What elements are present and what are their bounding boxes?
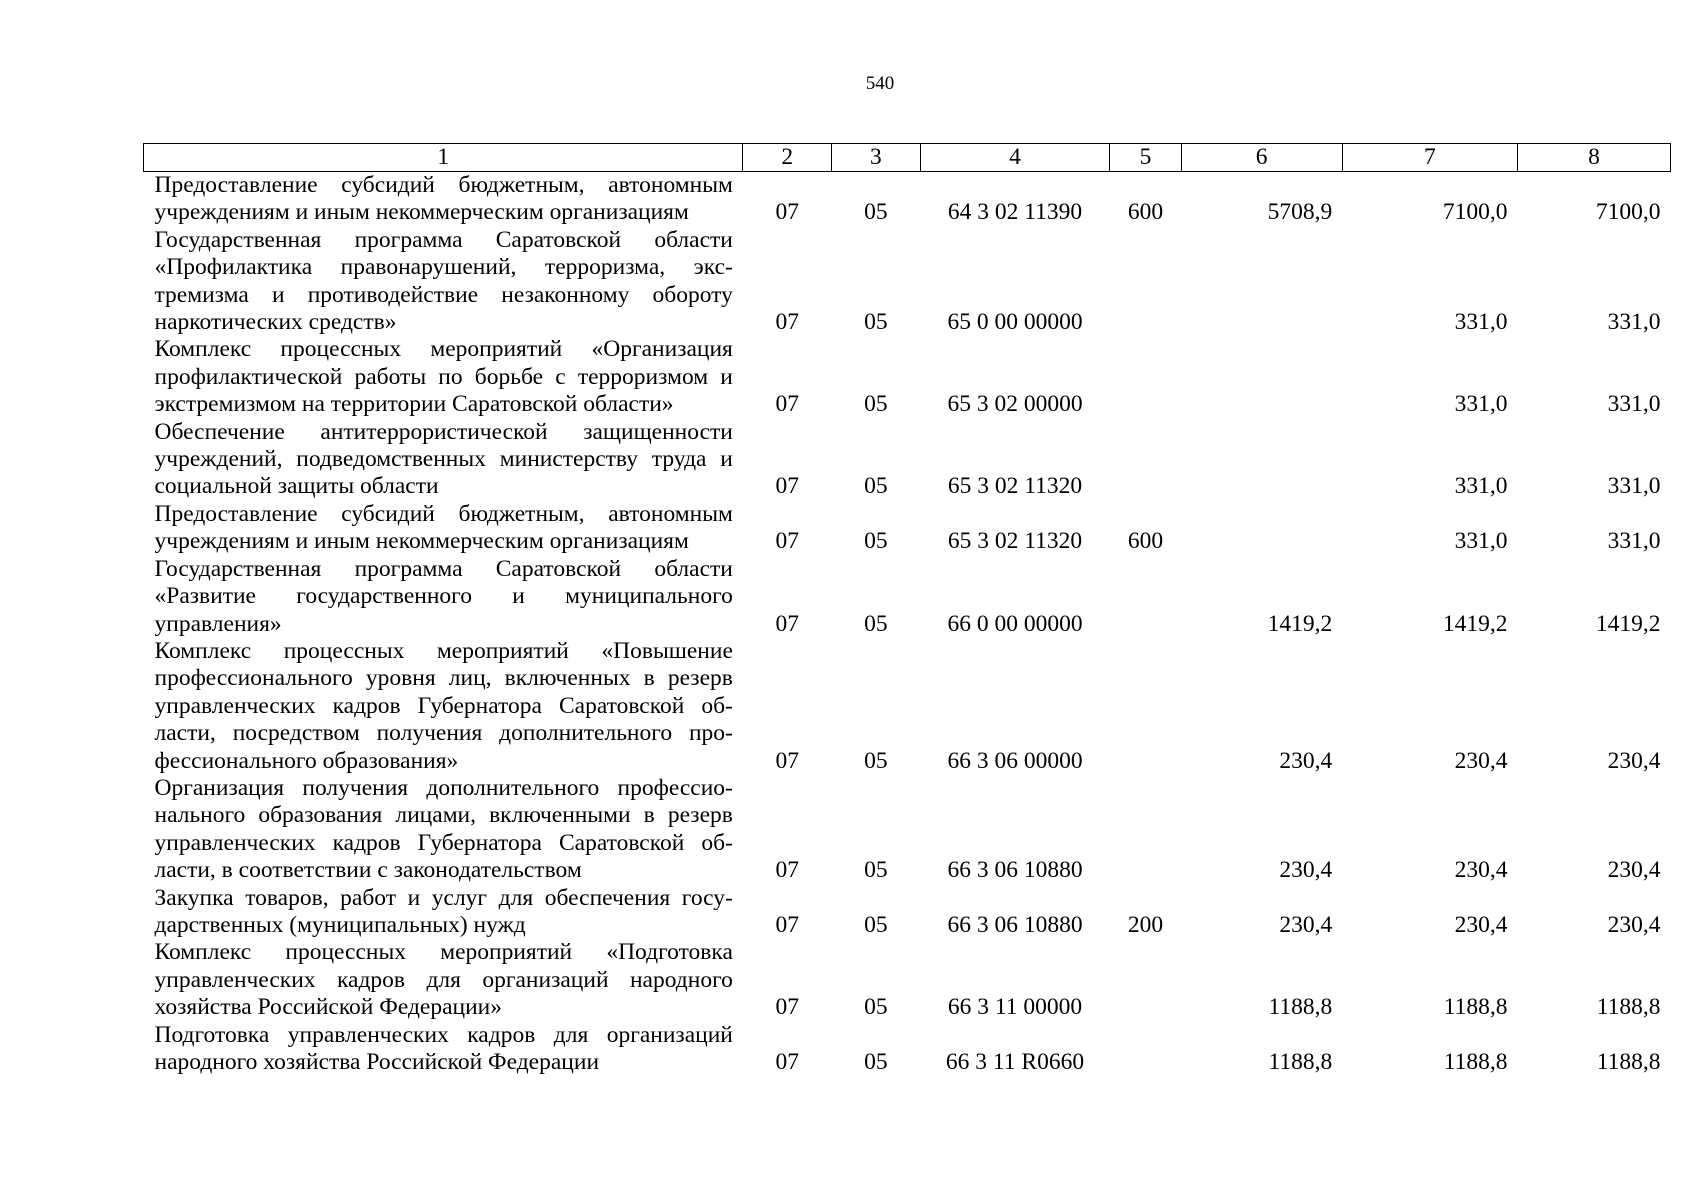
table-row [144, 775, 1671, 885]
row-amount-8: 1188,8 [1596, 1049, 1661, 1075]
table-body [144, 172, 1671, 1077]
row-subsection: 05 [864, 199, 888, 226]
row-target-article: 66 0 00 00000 [947, 610, 1083, 637]
header-col-6: 6 [1181, 144, 1342, 172]
row-name: Предоставление субсидий бюджетным, автономным учреждениям и иным некоммерческим организациям [154, 172, 733, 226]
row-expense-type [1110, 556, 1181, 638]
page-number: 540 [865, 73, 895, 94]
row-amount-8: 331,0 [1607, 528, 1661, 555]
row-section: 07 [775, 1049, 799, 1075]
row-amount-7: 230,4 [1454, 857, 1508, 884]
header-col-5: 5 [1110, 144, 1181, 172]
header-col-3: 3 [832, 144, 921, 172]
row-name: Комплекс процессных мероприятий «Организация профилактической работы по борьбе с терроризмом и экстремизмом на территории Саратовской области» [154, 336, 733, 418]
budget-table [143, 143, 1671, 1076]
row-amount-8: 7100,0 [1595, 199, 1661, 226]
row-expense-type [1110, 775, 1181, 885]
row-amount-8: 331,0 [1607, 309, 1661, 336]
row-section: 07 [775, 994, 799, 1021]
row-amount-6 [1181, 336, 1342, 418]
row-amount-8: 230,4 [1607, 747, 1661, 774]
row-amount-7: 230,4 [1454, 747, 1508, 774]
row-expense-type [1110, 419, 1181, 501]
row-name: Подготовка управленческих кадров для организаций народного хозяйства Российской Федерации [154, 1021, 733, 1075]
row-amount-6: 5708,9 [1267, 199, 1333, 226]
row-section: 07 [775, 747, 799, 774]
row-subsection: 05 [864, 610, 888, 637]
header-col-1: 1 [144, 144, 743, 172]
row-subsection: 05 [864, 857, 888, 884]
row-target-article: 66 3 11 00000 [947, 994, 1083, 1021]
table-row [144, 939, 1671, 1021]
row-amount-8: 331,0 [1607, 473, 1661, 500]
table-row [144, 885, 1671, 940]
row-target-article: 65 0 00 00000 [947, 309, 1083, 336]
row-amount-8: 1188,8 [1596, 994, 1661, 1021]
row-amount-8: 230,4 [1607, 911, 1661, 938]
row-amount-6: 1188,8 [1268, 1049, 1333, 1075]
row-amount-7: 1188,8 [1443, 1049, 1508, 1075]
row-amount-6: 230,4 [1279, 747, 1333, 774]
row-amount-7: 1419,2 [1442, 610, 1508, 637]
row-target-article: 65 3 02 00000 [947, 391, 1083, 418]
row-name: Предоставление субсидий бюджетным, автономным учреждениям и иным некоммерческим организациям [154, 500, 733, 555]
row-expense-type [1110, 1022, 1181, 1077]
table-row [144, 419, 1671, 501]
row-subsection: 05 [864, 309, 888, 336]
row-subsection: 05 [864, 1049, 888, 1075]
row-expense-type: 600 [1127, 528, 1164, 555]
row-target-article: 66 3 06 10880 [947, 857, 1083, 884]
row-amount-7: 7100,0 [1442, 199, 1508, 226]
row-target-article: 66 3 11 R0660 [945, 1049, 1085, 1075]
header-col-2: 2 [743, 144, 832, 172]
row-amount-7: 1188,8 [1443, 994, 1508, 1021]
row-expense-type [1110, 638, 1181, 775]
table-row [144, 638, 1671, 775]
row-amount-6 [1181, 501, 1342, 556]
row-section: 07 [775, 199, 799, 226]
row-amount-6: 1188,8 [1268, 994, 1333, 1021]
row-subsection: 05 [864, 473, 888, 500]
row-subsection: 05 [864, 391, 888, 418]
row-target-article: 65 3 02 11320 [947, 473, 1083, 500]
row-section: 07 [775, 309, 799, 336]
row-amount-7: 331,0 [1454, 528, 1508, 555]
header-col-8: 8 [1518, 144, 1671, 172]
row-amount-7: 331,0 [1454, 391, 1508, 418]
row-section: 07 [775, 473, 799, 500]
row-amount-8: 230,4 [1607, 857, 1661, 884]
row-expense-type [1110, 336, 1181, 418]
row-target-article: 64 3 02 11390 [947, 199, 1083, 226]
row-target-article: 65 3 02 11320 [947, 528, 1083, 555]
table-row [144, 556, 1671, 638]
table-row [144, 1022, 1671, 1077]
row-name: Комплекс процессных мероприятий «Подготовка управленческих кадров для организаций народного хозяйства Российской Федерации» [154, 939, 733, 1021]
row-amount-6 [1181, 419, 1342, 501]
row-name: Государственная программа Саратовской области «Профилактика правонарушений, терроризма, экстремизма и противодействие незаконному обороту наркотических средств» [154, 226, 733, 336]
row-name: Государственная программа Саратовской области «Развитие государственного и муниципального управления» [154, 555, 733, 637]
row-section: 07 [775, 528, 799, 555]
row-subsection: 05 [864, 911, 888, 938]
row-expense-type [1110, 939, 1181, 1021]
row-name: Обеспечение антитеррористической защищенности учреждений, подведомственных министерству труда и социальной защиты области [154, 418, 733, 500]
row-amount-7: 230,4 [1454, 911, 1508, 938]
row-subsection: 05 [864, 747, 888, 774]
header-col-7: 7 [1342, 144, 1517, 172]
row-amount-6: 1419,2 [1267, 610, 1333, 637]
row-subsection: 05 [864, 528, 888, 555]
table-row [144, 172, 1671, 227]
row-subsection: 05 [864, 994, 888, 1021]
table-row [144, 227, 1671, 337]
row-amount-8: 331,0 [1607, 391, 1661, 418]
table-row [144, 336, 1671, 418]
row-section: 07 [775, 610, 799, 637]
row-section: 07 [775, 857, 799, 884]
row-amount-6: 230,4 [1279, 911, 1333, 938]
row-section: 07 [775, 911, 799, 938]
row-section: 07 [775, 391, 799, 418]
row-amount-7: 331,0 [1454, 309, 1508, 336]
header-col-4: 4 [920, 144, 1110, 172]
row-expense-type: 200 [1127, 911, 1164, 938]
row-amount-8: 1419,2 [1595, 610, 1661, 637]
row-amount-7: 331,0 [1454, 473, 1508, 500]
row-expense-type [1110, 227, 1181, 337]
row-amount-6 [1181, 227, 1342, 337]
table-row [144, 501, 1671, 556]
row-target-article: 66 3 06 10880 [947, 911, 1083, 938]
row-name: Организация получения дополнительного профессионального образования лицами, включенными в резерв управленческих кадров Губернатора Саратовской области, в соответствии с законодательством [154, 774, 733, 884]
row-target-article: 66 3 06 00000 [947, 747, 1083, 774]
row-expense-type: 600 [1127, 199, 1164, 226]
row-name: Закупка товаров, работ и услуг для обеспечения государственных (муниципальных) нужд [154, 884, 733, 938]
row-amount-6: 230,4 [1279, 857, 1333, 884]
header-row [144, 144, 1671, 172]
row-name: Комплекс процессных мероприятий «Повышение профессионального уровня лиц, включенных в резерв управленческих кадров Губернатора Саратовской области, посредством получения дополнительного профессионального образования» [154, 637, 733, 774]
